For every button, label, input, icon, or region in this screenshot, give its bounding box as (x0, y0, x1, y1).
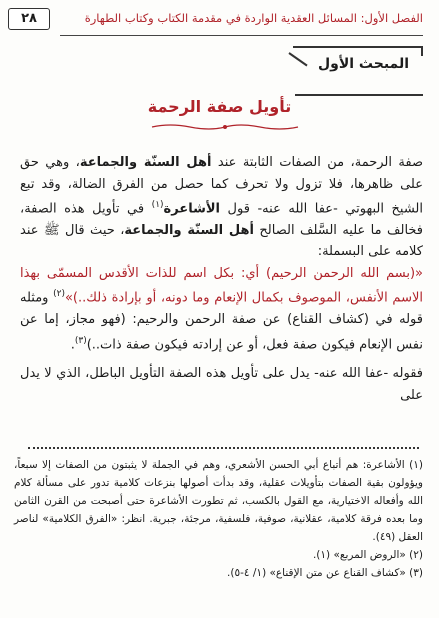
header-rule (60, 35, 423, 36)
heading-frame-bottom (295, 94, 423, 96)
section-heading (295, 46, 423, 96)
section-title: المبحث الأول (317, 56, 409, 72)
quotation-paragraph (20, 263, 423, 356)
text-run: صفة الرحمة، من الصفات الثابتة عند (211, 155, 424, 170)
footnote-ref[interactable]: (١) (151, 200, 164, 210)
term-ahl-sunnah: أهل السنّة والجماعة (124, 222, 254, 238)
term-ashairah: الأشاعرة (163, 201, 220, 217)
body-text (20, 152, 423, 406)
ornament-underline-icon (150, 123, 300, 131)
text-run: ومثله قوله في (كشاف القناع) عن صفة الرحمن والرحيم: (فهو مجاز، إما عن نفس الإنعام فيكون صفة فعل، أو عن إرادته فيكون صفة ذات..) (20, 290, 423, 352)
text-run: ، حيث قال ﷺ عند كلامه على البسملة: (20, 222, 423, 260)
subtitle-block (0, 97, 439, 131)
footnote-separator (28, 447, 419, 449)
footnote-3: (٣) «كشاف القناع عن متن الإقناع» (١/ ٤-٥). (227, 567, 423, 579)
paragraph-3: فقوله -عفا الله عنه- يدل على تأويل هذه الصفة التأويل الباطل، الذي لا يدل على (20, 366, 423, 403)
paragraph-1 (20, 152, 423, 263)
footnote-1: (١) الأشاعرة: هم أتباع أبي الحسن الأشعري، وهم في الجملة لا يثبتون من الصفات إلا سبعاً، ويؤولون بقية الصفات بتأويلات عقلية، وقد بدأت أصولها بنزعات كلامية تدور على مسألة كلام الله وأفعاله الاختيارية، مع القول بالكسب، ثم تطورت الأشاعرة حتى أصبحت من القرن الثامن وما بعده فرقة كلامية، عقلانية، صوفية، فلسفية، مرجئة، جبرية. انظر: «الفرق الكلامية» لناصر العقل (٤٩). (14, 459, 423, 543)
footnote-ref[interactable]: (٣) (74, 335, 87, 346)
term-ahl-sunnah: أهل السنّة والجماعة (79, 155, 212, 170)
subtitle: تأويل صفة الرحمة (147, 97, 292, 116)
chapter-title: الفصل الأول: المسائل العقدية الواردة في مقدمة الكتاب وكتاب الطهارة (84, 11, 423, 25)
running-header (8, 8, 423, 30)
text-run: . (70, 336, 75, 352)
text-run: ، وهي حق على ظاهرها، فلا تزول ولا تحرف كما حصل من الفرق الضالة، وقد تبع الشيخ البهوتي -عفا الله عنه- قول (20, 155, 424, 217)
footnote-ref[interactable]: (٢) (53, 289, 65, 300)
page-number: ٢٨ (8, 8, 50, 30)
quotation: «(بسم الله الرحمن الرحيم) أي: بكل اسم للذات الأقدس المسمّى بهذا الاسم الأنفس، الموصوف بكمال الإنعام وما دونه، أو بإرادة ذلك..)» (20, 265, 424, 306)
footnote-2: (٢) «الروض المربع» (١). (312, 549, 423, 561)
footnotes (14, 456, 423, 582)
text-run: في تأويل هذه الصفة، فخالف ما عليه السَّلف الصالح (20, 201, 424, 238)
heading-frame-top (293, 46, 423, 56)
